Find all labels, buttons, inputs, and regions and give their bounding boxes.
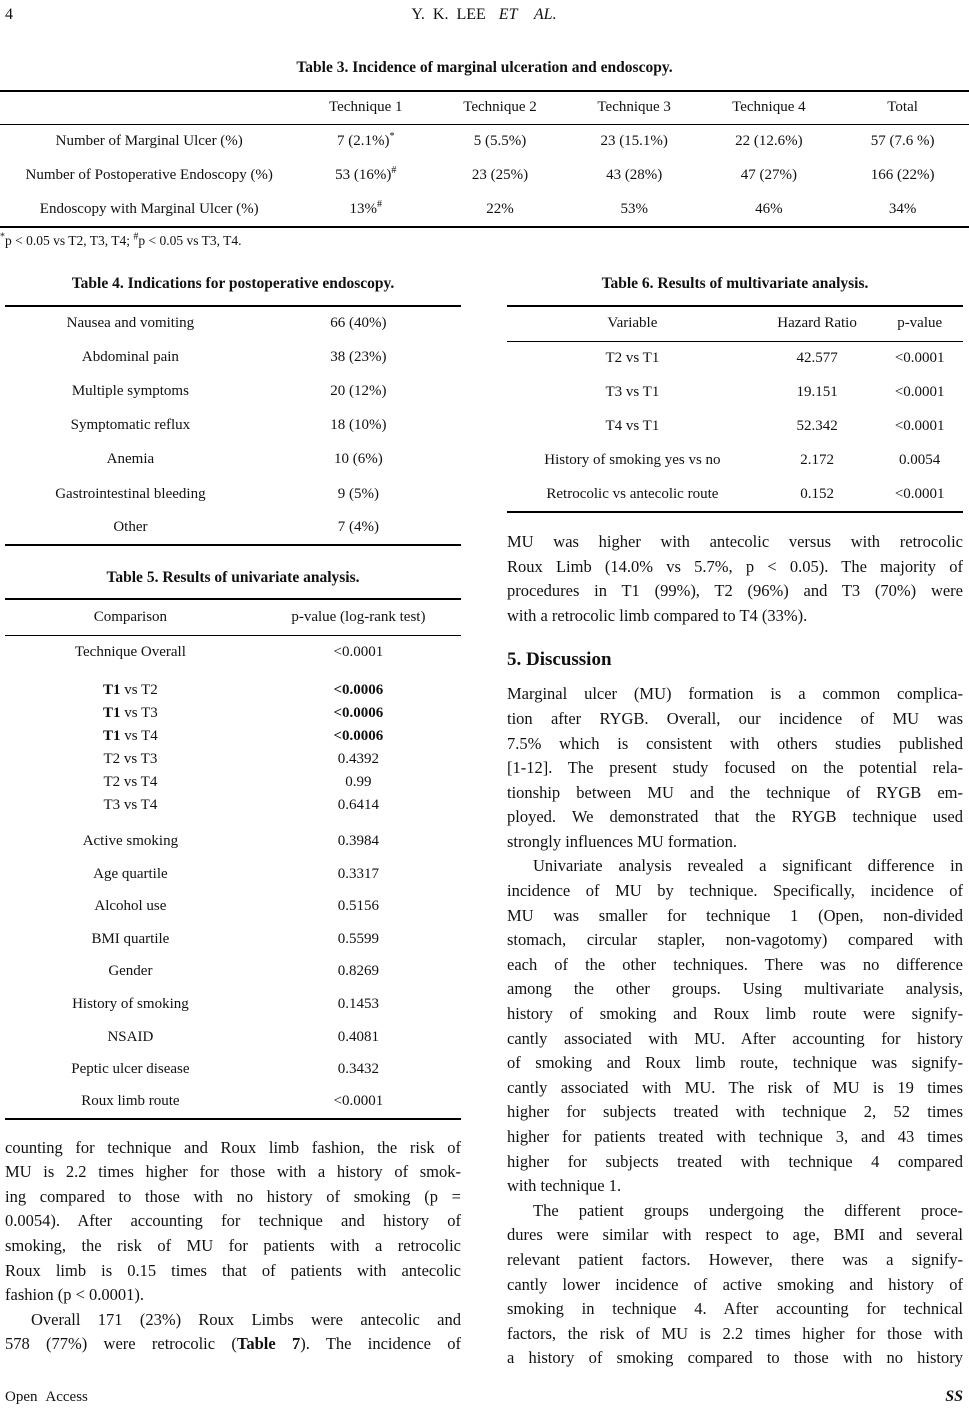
right-body-text [507, 530, 963, 1371]
row-label: T2 vs T1 [605, 349, 660, 366]
cell: 0.8269 [337, 963, 380, 980]
table6-title: Table 6. Results of multivariate analysis. [601, 275, 869, 292]
table-row [0, 193, 969, 227]
cell: 23 (25%) [471, 166, 529, 183]
cell: 0.3317 [337, 865, 380, 882]
row-label: Peptic ulcer disease [71, 1061, 190, 1078]
table-row [507, 444, 963, 478]
table-row [5, 340, 461, 374]
row-label: Age quartile [93, 865, 168, 882]
table-row [507, 478, 963, 512]
row-label: Gender [108, 963, 153, 980]
body-line: MU was smaller for technique 1 (Open, non-divided [507, 905, 963, 925]
body-line: procedures in T1 (99%), T2 (96%) and T3 (70%) were [507, 581, 963, 601]
cell: 57 (7.6 %) [870, 132, 935, 149]
body-line: Roux limb is 0.15 times that of patients with antecolic [5, 1260, 461, 1280]
table3-header-cell: Technique 3 [597, 99, 671, 116]
table5-title: Table 5. Results of univariate analysis. [106, 569, 360, 587]
cell: <0.0006 [333, 728, 384, 745]
cell: 0.3432 [337, 1061, 380, 1078]
page-footer [5, 1388, 963, 1406]
table-row [507, 375, 963, 409]
table5-univariate [5, 598, 461, 1119]
section-heading-discussion: 5. Discussion [507, 649, 612, 671]
table-row [5, 702, 461, 725]
row-label: Multiple symptoms [71, 382, 189, 399]
right-column [507, 272, 963, 1371]
body-line: 578 (77%) were retrocolic (Table 7). The incidence of [5, 1334, 462, 1354]
body-line: Univariate analysis revealed a significant difference in [533, 856, 963, 876]
footer-open-access: Open Access [5, 1389, 88, 1405]
body-line: stomach, circular stapler, non-vagotomy) compared with [507, 930, 963, 950]
table-row [5, 858, 461, 891]
cell: 53 (16%)# [335, 164, 397, 183]
body-line: of smoking and Roux limb route, technique was signify- [507, 1053, 963, 1073]
cell: 47 (27%) [740, 166, 797, 183]
body-line: with a retrocolic limb compared to T4 (33%). [507, 605, 808, 625]
cell: 19.151 [796, 383, 838, 400]
table-row [507, 341, 963, 375]
body-line: with technique 1. [507, 1176, 622, 1196]
table-row [5, 374, 461, 408]
row-label: T3 vs T1 [605, 383, 660, 400]
row-label: Alcohol use [94, 898, 167, 915]
cell: 53% [620, 200, 648, 217]
body-line: Roux Limb (14.0% vs 5.7%, p < 0.05). The majority of [507, 556, 963, 576]
row-label: T4 vs T1 [605, 417, 660, 434]
table6-multivariate [507, 305, 963, 513]
body-line: dures were similar with respect to age, BMI and several [507, 1225, 963, 1245]
table-row [5, 771, 461, 794]
cell: <0.0001 [333, 644, 384, 661]
body-line: MU was higher with antecolic versus with retrocolic [507, 531, 963, 551]
row-label: Active smoking [82, 833, 179, 850]
table-row [5, 956, 461, 989]
table-row [5, 1086, 461, 1119]
table-row [5, 443, 461, 477]
row-label: Number of Marginal Ulcer (%) [55, 132, 243, 149]
table3-header-empty [0, 91, 298, 124]
cell: 2.172 [800, 452, 834, 469]
body-line: 0.0054). After accounting for technique and history of [5, 1211, 461, 1231]
table3-header-cell: Technique 1 [329, 99, 403, 116]
spacer-row [5, 817, 461, 825]
body-line: strongly influences MU formation. [507, 831, 738, 851]
row-label: Nausea and vomiting [66, 315, 195, 332]
running-head-plain: Y. K. LEE [411, 6, 486, 23]
cell: <0.0001 [894, 349, 945, 366]
footnote-marker: # [391, 164, 397, 176]
body-line: factors, the risk of MU is 2.2 times higher for those with [507, 1323, 963, 1343]
footnote-marker: * [389, 130, 395, 142]
table3-wrap [0, 90, 969, 228]
cell: 34% [888, 200, 917, 217]
cell: 7 (2.1%)* [337, 130, 395, 149]
body-line: The patient groups undergoing the different proce- [533, 1200, 963, 1220]
row-label: Symptomatic reflux [70, 417, 191, 434]
cell: 10 (6%) [334, 451, 383, 468]
table3-header-cell: Technique 2 [463, 99, 537, 116]
cell: 22% [486, 200, 514, 217]
row-label: T3 vs T4 [103, 797, 158, 814]
cell: 22 (12.6%) [735, 132, 803, 149]
row-label: T2 vs T3 [103, 751, 158, 768]
cell: <0.0001 [333, 1093, 384, 1110]
table3-header-cell: Technique 4 [732, 99, 806, 116]
body-line: a history of smoking compared to those with no history [507, 1348, 963, 1368]
table-row [5, 477, 461, 511]
cell: <0.0001 [894, 417, 945, 434]
row-label: T1 vs T3 [103, 705, 158, 722]
table-row [5, 825, 461, 858]
body-line: history of smoking and Roux limb route were signify- [507, 1004, 963, 1024]
body-line: tionship between MU and the technique of RYGB em- [507, 782, 963, 802]
spacer-row [5, 669, 461, 679]
table-row [5, 923, 461, 956]
body-line: Marginal ulcer (MU) formation is a common complica- [507, 684, 963, 704]
row-label: Number of Postoperative Endoscopy (%) [25, 166, 273, 183]
row-label: History of smoking [72, 996, 189, 1013]
table-row [507, 409, 963, 443]
cell: 0.1453 [337, 996, 380, 1013]
cell: 0.5599 [337, 930, 380, 947]
row-label: Other [113, 519, 148, 536]
cell: 20 (12%) [330, 382, 387, 399]
table3-footnote: *p < 0.05 vs T2, T3, T4; #p < 0.05 vs T3, T4. [0, 231, 242, 248]
body-line: cantly lower incidence of active smoking and history of [507, 1274, 963, 1294]
cell: 66 (40%) [330, 315, 387, 332]
body-line: [1-12]. The present study focused on the potential rela- [507, 758, 963, 778]
table3-header-cell: Total [887, 99, 918, 116]
hash-marker: # [133, 231, 139, 243]
body-line: ing compared to those with no history of smoking (p = [5, 1186, 461, 1206]
row-label: T2 vs T4 [103, 774, 158, 791]
asterisk-marker: * [0, 231, 5, 243]
cell: 0.3984 [337, 833, 380, 850]
table-row [5, 1053, 461, 1086]
row-label: T1 vs T2 [103, 682, 158, 699]
cell: 18 (10%) [330, 417, 387, 434]
cell: 0.6414 [337, 797, 380, 814]
cell: 0.4081 [337, 1028, 380, 1045]
cell: 0.4392 [337, 751, 380, 768]
table-row [5, 748, 461, 771]
row-label: Abdominal pain [81, 348, 179, 365]
two-column-area [5, 272, 963, 1371]
running-head-authors [5, 6, 963, 24]
cell: <0.0006 [333, 705, 384, 722]
footer-journal-abbrev: SS [945, 1388, 963, 1405]
table3-header-row [0, 91, 969, 124]
body-line: MU is 2.2 times higher for those with a history of smok- [5, 1162, 461, 1182]
table6-header-cell: Hazard Ratio [777, 315, 857, 332]
cell: 9 (5%) [337, 485, 380, 502]
cell: 38 (23%) [330, 348, 387, 365]
row-label: Retrocolic vs antecolic route [546, 485, 719, 502]
table-row [0, 124, 969, 158]
left-column [5, 272, 461, 1371]
table-row [5, 988, 461, 1021]
cell: 0.0054 [899, 452, 941, 469]
row-label: History of smoking yes vs no [544, 452, 721, 469]
table3-incidence-endoscopy [0, 90, 969, 228]
table4-indications [5, 305, 461, 546]
table-row [5, 511, 461, 545]
table7-reference: Table 7 [236, 1334, 301, 1354]
body-line: among the other groups. Using multivariate analysis, [507, 979, 963, 999]
cell: 0.152 [800, 485, 834, 502]
page-number: 4 [5, 6, 13, 23]
cell: 0.5156 [337, 898, 380, 915]
cell: 46% [755, 200, 783, 217]
row-label: T1 vs T4 [103, 728, 158, 745]
body-line: tion after RYGB. Overall, our incidence of MU was [507, 708, 963, 728]
cell: 5 (5.5%) [473, 132, 527, 149]
footnote-marker: # [377, 198, 383, 210]
body-line: 7.5% which is consistent with others studies published [507, 733, 963, 753]
body-line: ployed. We demonstrated that the RYGB technique used [507, 807, 963, 827]
row-label: Gastrointestinal bleeding [55, 485, 206, 502]
running-head-etal: ET AL. [498, 6, 557, 23]
table5-header-row [5, 599, 461, 635]
table3-title: Table 3. Incidence of marginal ulceration and endoscopy. [296, 59, 673, 76]
table-row [5, 679, 461, 702]
table-row [5, 635, 461, 669]
body-line: Overall 171 (23%) Roux Limbs were antecolic and [31, 1309, 461, 1329]
table-row [5, 409, 461, 443]
row-label: NSAID [107, 1028, 154, 1045]
cell: 166 (22%) [870, 166, 935, 183]
running-head [5, 6, 963, 28]
body-line: higher for subjects treated with technique 4 compared [507, 1151, 963, 1171]
table6-header-row [507, 306, 963, 341]
table6-header-cell: Variable [607, 315, 658, 332]
body-line: smoking in technique 4. After accounting for technical [507, 1299, 963, 1319]
body-line: incidence of MU by technique. Specifically, incidence of [507, 881, 963, 901]
cell: 43 (28%) [606, 166, 663, 183]
body-line: higher for subjects treated with technique 2, 52 times [507, 1102, 963, 1122]
cell: 42.577 [796, 349, 838, 366]
table-row [5, 1021, 461, 1054]
row-label: Endoscopy with Marginal Ulcer (%) [39, 200, 259, 217]
cell: <0.0006 [333, 682, 384, 699]
cell: <0.0001 [894, 485, 945, 502]
table5-header-cell: p-value (log-rank test) [291, 609, 426, 626]
table-row [5, 891, 461, 924]
row-label: Technique Overall [74, 644, 186, 661]
table-row [5, 794, 461, 817]
cell: 13%# [349, 198, 383, 217]
body-line: each of the other techniques. There was no difference [507, 954, 963, 974]
cell: 7 (4%) [337, 519, 380, 536]
row-label: Roux limb route [81, 1093, 180, 1110]
body-line: cantly associated with MU. The risk of MU is 19 times [507, 1077, 963, 1097]
table-row [0, 158, 969, 192]
body-line: counting for technique and Roux limb fashion, the risk of [5, 1137, 461, 1157]
table6-header-cell: p-value [897, 315, 943, 332]
table5-header-cell: Comparison [93, 609, 168, 626]
body-line: smoking, the risk of MU for patients with a retrocolic [5, 1236, 461, 1256]
cell: 52.342 [796, 417, 838, 434]
table4-title: Table 4. Indications for postoperative endoscopy. [71, 275, 395, 292]
table-row [5, 725, 461, 748]
body-line: higher for patients treated with technique 3, and 43 times [507, 1127, 963, 1146]
cell: <0.0001 [894, 383, 945, 400]
left-body-text [5, 1136, 461, 1357]
cell: 0.99 [345, 774, 372, 791]
body-line: cantly associated with MU. After accounting for history [507, 1028, 963, 1048]
row-label: Anemia [106, 451, 155, 468]
row-label: BMI quartile [91, 930, 170, 947]
cell: 23 (15.1%) [600, 132, 668, 149]
body-line: relevant patient factors. However, there was a signify- [507, 1249, 963, 1269]
table-row [5, 306, 461, 340]
body-line: fashion (p < 0.0001). [5, 1285, 144, 1305]
